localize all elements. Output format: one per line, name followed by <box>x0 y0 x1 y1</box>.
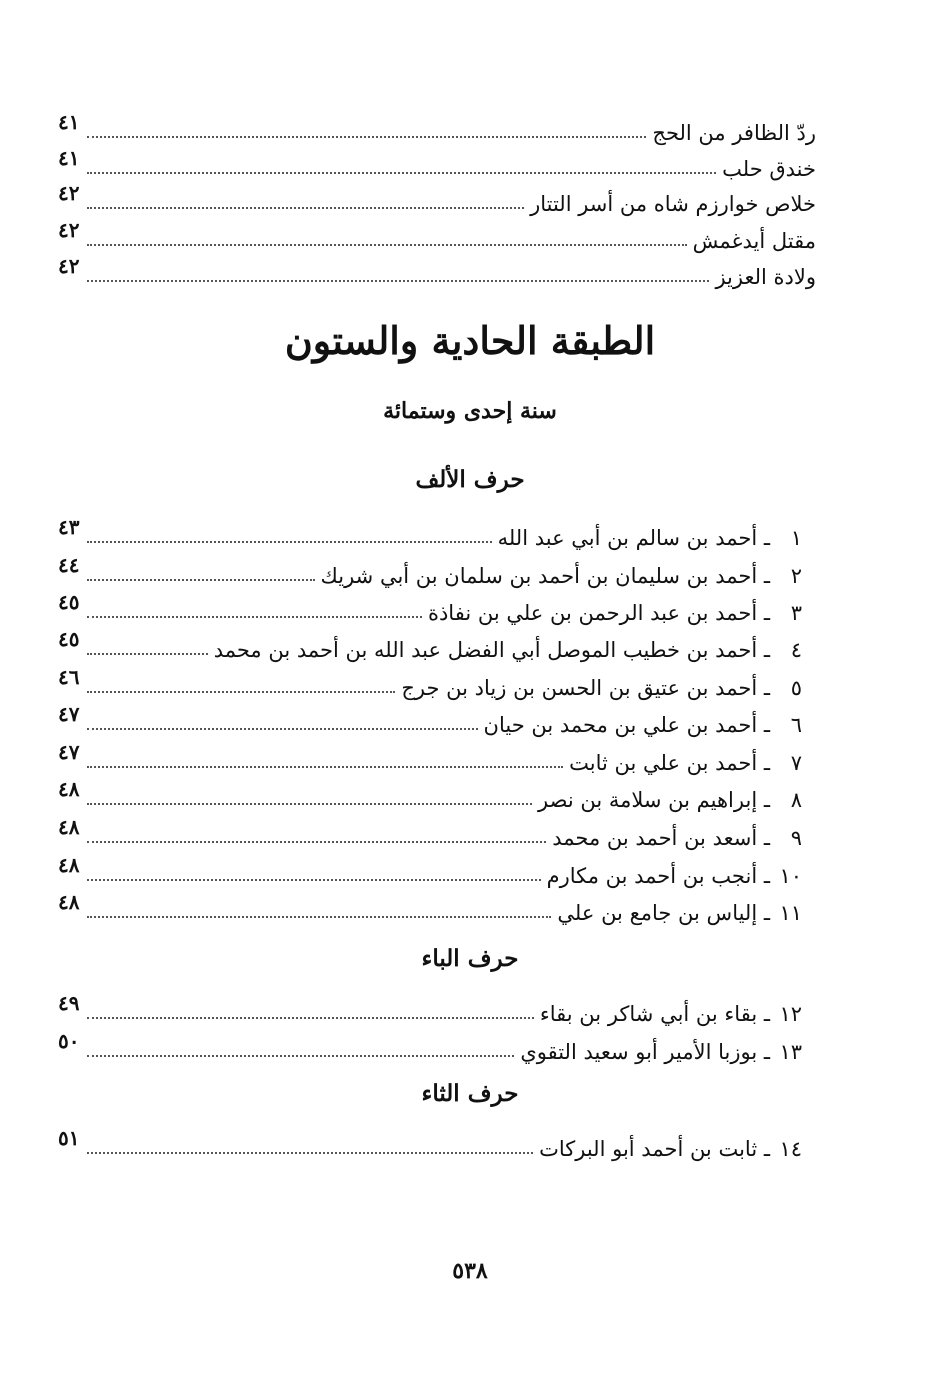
entry-title: ولادة العزيز <box>715 265 816 289</box>
entry-page-ref: ٤٤ <box>58 553 80 577</box>
entry-number: ١٢ <box>779 1002 802 1026</box>
entry-page-ref: ٥١ <box>58 1126 80 1150</box>
entry-number: ١٠ <box>779 864 802 888</box>
entry-title: ـ بقاء بن أبي شاكر بن بقاء <box>539 1002 770 1026</box>
entry-page-ref: ٥٠ <box>58 1029 80 1053</box>
dot-leader <box>87 746 563 768</box>
entry-number: ٨ <box>790 788 802 812</box>
numbered-entry <box>58 1128 802 1166</box>
entry-page-ref: ٤٩ <box>58 991 80 1015</box>
entry-title: ـ إلياس بن جامع بن علي <box>557 901 770 925</box>
numbered-entry <box>58 704 802 742</box>
dot-leader <box>87 596 421 618</box>
toc-entry <box>58 148 816 186</box>
numbered-entry <box>58 555 802 593</box>
numbered-entry <box>58 1031 802 1069</box>
entry-number: ٤ <box>790 638 802 662</box>
entry-page-ref: ٤٨ <box>58 890 80 914</box>
entry-number: ١١ <box>779 901 802 925</box>
entry-page-ref: ٤١ <box>58 110 80 134</box>
entry-title: مقتل أيدغمش <box>692 229 816 253</box>
dot-leader <box>87 1132 533 1154</box>
entry-number: ١٤ <box>779 1137 802 1161</box>
year-title: سنة إحدى وستمائة <box>383 398 557 424</box>
dot-leader <box>87 116 646 138</box>
entry-page-ref: ٤٧ <box>58 702 80 726</box>
entry-page-ref: ٤٨ <box>58 815 80 839</box>
entry-number: ٣ <box>790 601 802 625</box>
entry-title: ـ أنجب بن أحمد بن مكارم <box>546 864 770 888</box>
numbered-entry <box>58 742 802 780</box>
letter-heading: حرف الألف <box>415 466 525 493</box>
entry-page-ref: ٤٢ <box>58 218 80 242</box>
entry-title: ـ أحمد بن خطيب الموصل أبي الفضل عبد الله بن أحمد بن محمد <box>213 638 770 662</box>
entry-title: ـ ثابت بن أحمد أبو البركات <box>539 1137 770 1161</box>
toc-entry <box>58 183 816 221</box>
dot-leader <box>87 152 716 174</box>
dot-leader <box>87 859 540 881</box>
entry-page-ref: ٤٨ <box>58 853 80 877</box>
numbered-entry <box>58 667 802 705</box>
letter-heading: حرف الباء <box>421 945 519 972</box>
entry-title: خندق حلب <box>722 157 816 181</box>
section-title: الطبقة الحادية والستون <box>284 318 656 363</box>
entry-number: ٧ <box>790 751 802 775</box>
dot-leader <box>87 997 533 1019</box>
entry-number: ١٣ <box>779 1040 802 1064</box>
entry-number: ١ <box>790 526 802 550</box>
entry-title: خلاص خوارزم شاه من أسر التتار <box>530 192 816 216</box>
entry-page-ref: ٤٨ <box>58 777 80 801</box>
dot-leader <box>87 187 524 209</box>
numbered-entry <box>58 817 802 855</box>
dot-leader <box>87 821 546 843</box>
numbered-entry <box>58 517 802 555</box>
dot-leader <box>87 633 207 655</box>
entry-page-ref: ٤١ <box>58 146 80 170</box>
dot-leader <box>87 783 532 805</box>
toc-entry <box>58 220 816 258</box>
numbered-entry <box>58 892 802 930</box>
dot-leader <box>87 708 477 730</box>
numbered-entry <box>58 993 802 1031</box>
entry-title: ـ أحمد بن عبد الرحمن بن علي بن نفاذة <box>427 601 770 625</box>
entry-page-ref: ٤٣ <box>58 515 80 539</box>
entry-page-ref: ٤٢ <box>58 254 80 278</box>
letter-heading: حرف الثاء <box>421 1080 519 1107</box>
numbered-entry <box>58 855 802 893</box>
numbered-entry <box>58 629 802 667</box>
entry-title: ـ أحمد بن سالم بن أبي عبد الله <box>497 526 770 550</box>
entry-title: ـ إبراهيم بن سلامة بن نصر <box>538 788 770 812</box>
dot-leader <box>87 1035 514 1057</box>
toc-entry <box>58 112 816 150</box>
entry-number: ٢ <box>790 564 802 588</box>
entry-number: ٦ <box>790 713 802 737</box>
entry-page-ref: ٤٦ <box>58 665 80 689</box>
entry-page-ref: ٤٥ <box>58 627 80 651</box>
toc-entry <box>58 256 816 294</box>
dot-leader <box>87 260 709 282</box>
dot-leader <box>87 896 551 918</box>
entry-page-ref: ٤٥ <box>58 590 80 614</box>
page-number: ٥٣٨ <box>452 1258 488 1284</box>
entry-page-ref: ٤٧ <box>58 740 80 764</box>
numbered-entry <box>58 592 802 630</box>
dot-leader <box>87 521 491 543</box>
entry-title: ردّ الظافر من الحج <box>652 121 816 145</box>
entry-title: ـ أحمد بن علي بن محمد بن حيان <box>483 713 770 737</box>
dot-leader <box>87 224 686 246</box>
dot-leader <box>87 559 314 581</box>
dot-leader <box>87 671 395 693</box>
entry-number: ٥ <box>790 676 802 700</box>
entry-title: ـ أحمد بن سليمان بن أحمد بن سلمان بن أبي شريك <box>320 564 770 588</box>
entry-title: ـ بوزبا الأمير أبو سعيد التقوي <box>520 1040 770 1064</box>
entry-title: ـ أسعد بن أحمد بن محمد <box>552 826 770 850</box>
numbered-entry <box>58 779 802 817</box>
entry-number: ٩ <box>790 826 802 850</box>
entry-title: ـ أحمد بن علي بن ثابت <box>569 751 770 775</box>
entry-page-ref: ٤٢ <box>58 181 80 205</box>
entry-title: ـ أحمد بن عتيق بن الحسن بن زياد بن جرج <box>401 676 770 700</box>
